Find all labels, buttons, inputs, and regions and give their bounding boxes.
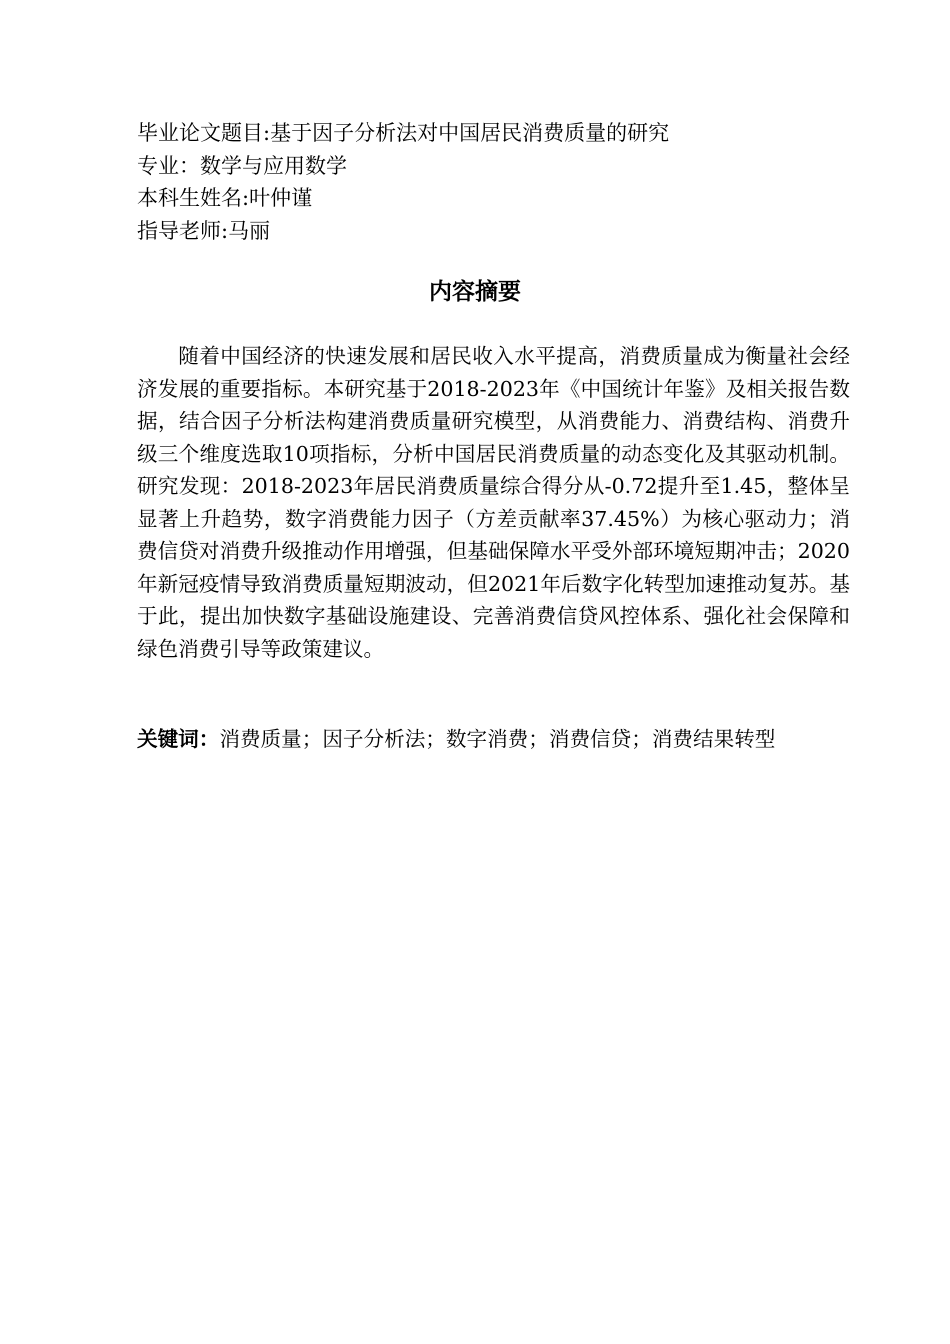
keywords-text: 消费质量；因子分析法；数字消费；消费信贷；消费结果转型 — [219, 727, 776, 751]
abstract-paragraph: 随着中国经济的快速发展和居民收入水平提高，消费质量成为衡量社会经济发展的重要指标。本研究基于2018-2023年《中国统计年鉴》及相关报告数据，结合因子分析法构建消费质量研究模型，从消费能力、消费结构、消费升级三个维度选取10项指标，分析中国居民消费质量的动态变化及其驱动机制。研究发现：2018-2023年居民消费质量综合得分从-0.72提升至1.45，整体呈显著上升趋势，数字消费能力因子（方差贡献率37.45%）为核心驱动力；消费信贷对消费升级推动作用增强，但基础保障水平受外部环境短期冲击；2020年新冠疫情导致消费质量短期波动，但2021年后数字化转型加速推动复苏。基于此，提出加快数字基础设施建设、完善消费信贷风控体系、强化社会保障和绿色消费引导等政策建议。 — [137, 344, 850, 661]
thesis-info-block — [137, 117, 837, 247]
keywords-label: 关键词： — [137, 727, 220, 751]
keywords-line — [137, 723, 857, 755]
thesis-title: 毕业论文题目:基于因子分析法对中国居民消费质量的研究 — [137, 121, 670, 145]
student-name-line: 本科生姓名:叶仲谨 — [137, 186, 313, 210]
advisor-line: 指导老师:马丽 — [137, 218, 271, 243]
abstract-heading: 内容摘要 — [429, 279, 521, 305]
major-line: 专业：数学与应用数学 — [137, 153, 347, 178]
